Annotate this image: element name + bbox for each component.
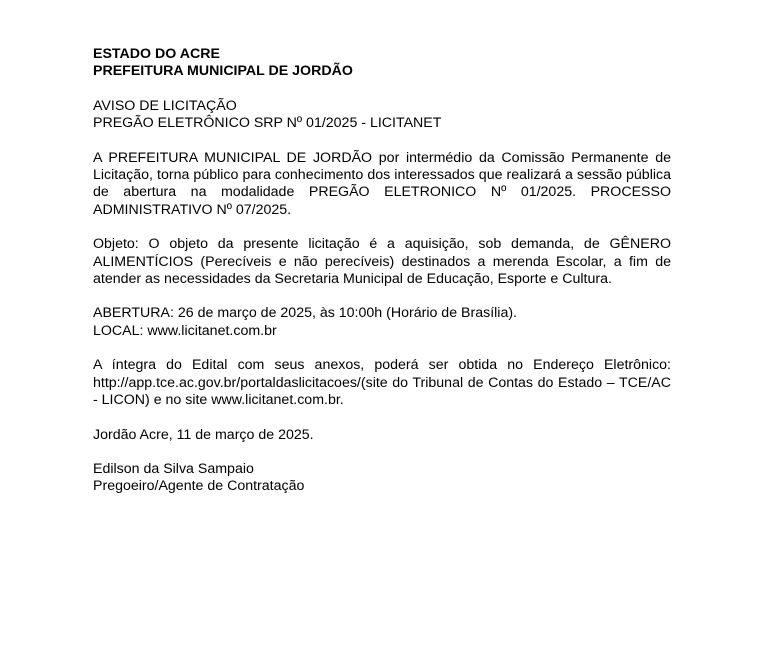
notice-subtitle: PREGÃO ELETRÔNICO SRP Nº 01/2025 - LICITANET xyxy=(93,115,442,132)
state-heading: ESTADO DO ACRE xyxy=(93,46,220,62)
notice-title: AVISO DE LICITAÇÃO xyxy=(93,97,237,114)
intro-paragraph: A PREFEITURA MUNICIPAL DE JORDÃO por intermédio da Comissão Permanente de Licitação, torna público para conhecimento dos interessados que realizará a sessão pública de abertura na modalidade PREGÃO ELETRONICO Nº 01/2025. PROCESSO ADMINISTRATIVO Nº 07/2025. xyxy=(93,149,671,218)
place-date-line: Jordão Acre, 11 de março de 2025. xyxy=(93,426,314,443)
object-paragraph: Objeto: O objeto da presente licitação é a aquisição, sob demanda, de GÊNERO ALIMENTÍCIOS (Perecíveis e não perecíveis) destinados a merenda Escolar, a fim de atender as necessidades da Secretaria Municipal de Educação, Esporte e Cultura. xyxy=(93,236,671,288)
document-body xyxy=(93,46,671,496)
edital-paragraph: A íntegra do Edital com seus anexos, poderá ser obtida no Endereço Eletrônico: http://app.tce.ac.gov.br/portaldaslicitacoes/(site do Tribunal de Contas do Estado – TCE/AC - LICON) e no site www.licitanet.com.br. xyxy=(93,357,671,409)
opening-line: ABERTURA: 26 de março de 2025, às 10:00h (Horário de Brasília). xyxy=(93,305,517,322)
signatory-role: Pregoeiro/Agente de Contratação xyxy=(93,478,305,495)
location-line: LOCAL: www.licitanet.com.br xyxy=(93,322,277,339)
signatory-name: Edilson da Silva Sampaio xyxy=(93,460,254,477)
municipality-heading: PREFEITURA MUNICIPAL DE JORDÃO xyxy=(93,63,353,80)
